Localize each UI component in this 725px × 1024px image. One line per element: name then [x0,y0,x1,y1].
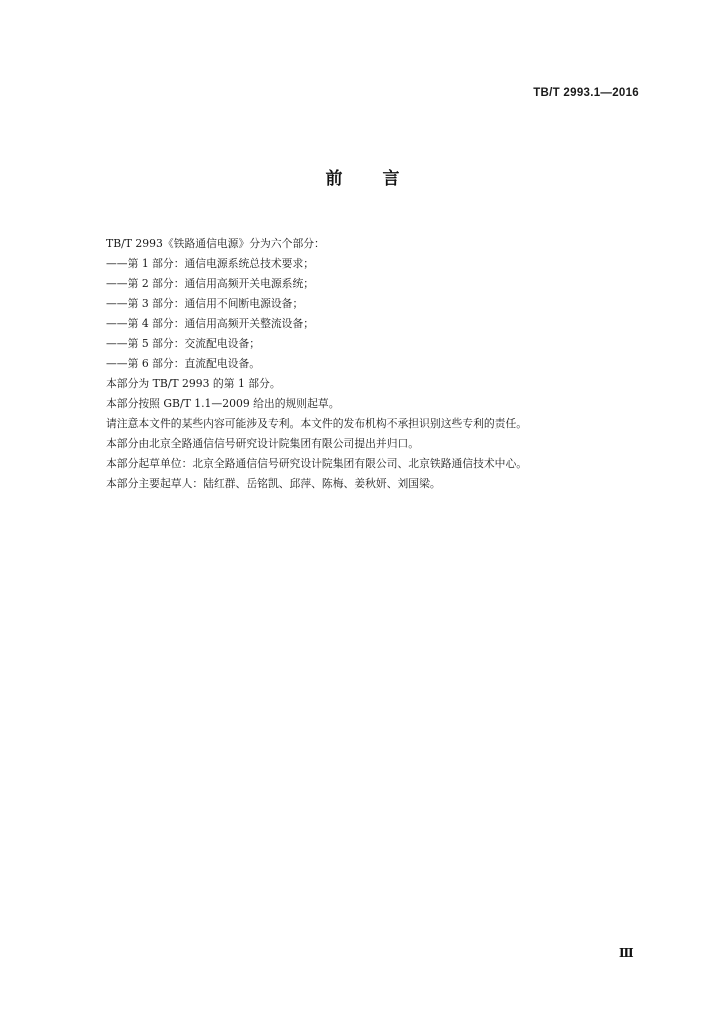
part-5-line: ——第 5 部分：交流配电设备； [106,337,261,350]
document-code: TB/T 2993.1—2016 [533,87,639,99]
part-4-line: ——第 4 部分：通信用高频开关整流设备； [106,317,315,330]
this-part-line: 本部分为 TB/T 2993 的第 1 部分。 [106,377,281,390]
intro-line: TB/T 2993《铁路通信电源》分为六个部分： [106,237,325,250]
drafters-line: 本部分主要起草人：陆红群、岳铭凯、邱萍、陈梅、姜秋妍、刘国梁。 [106,477,441,490]
patent-notice-line: 请注意本文件的某些内容可能涉及专利。本文件的发布机构不承担识别这些专利的责任。 [106,417,528,430]
proposer-line: 本部分由北京全路通信信号研究设计院集团有限公司提出并归口。 [106,437,420,450]
foreword-body [106,234,646,494]
part-1-line: ——第 1 部分：通信电源系统总技术要求； [106,257,315,270]
drafting-units-line: 本部分起草单位：北京全路通信信号研究设计院集团有限公司、北京铁路通信技术中心。 [106,457,528,470]
drafting-rules-line: 本部分按照 GB/T 1.1—2009 给出的规则起草。 [106,397,340,410]
part-2-line: ——第 2 部分：通信用高频开关电源系统； [106,277,315,290]
page-title: 前言 [325,169,440,189]
part-6-line: ——第 6 部分：直流配电设备。 [106,357,261,370]
page-number: Ⅲ [619,946,634,960]
part-3-line: ——第 3 部分：通信用不间断电源设备； [106,297,304,310]
